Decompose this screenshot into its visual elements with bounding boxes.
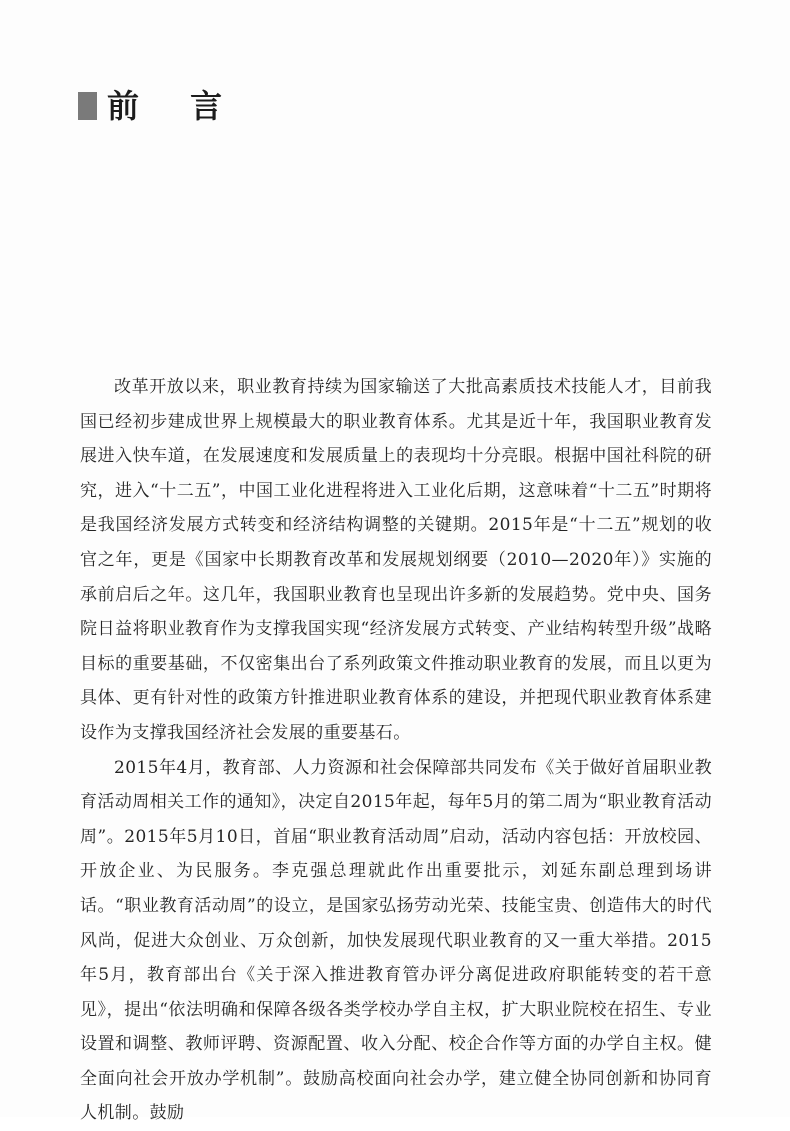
- section-heading: [78, 84, 242, 128]
- paragraph: 2015年4月，教育部、人力资源和社会保障部共同发布《关于做好首届职业教育活动周相关工作的通知》，决定自2015年起，每年5月的第二周为“职业教育活动周”。2015年5月10日，首届“职业教育活动周”启动，活动内容包括：开放校园、开放企业、为民服务。李克强总理就此作出重要批示，刘延东副总理到场讲话。“职业教育活动周”的设立，是国家弘扬劳动光荣、技能宝贵、创造伟大的时代风尚，促进大众创业、万众创新，加快发展现代职业教育的又一重大举措。2015年5月，教育部出台《关于深入推进教育管办评分离促进政府职能转变的若干意见》，提出“依法明确和保障各级各类学校办学自主权，扩大职业院校在招生、专业设置和调整、教师评聘、资源配置、收入分配、校企合作等方面的办学自主权。健全面向社会开放办学机制”。鼓励高校面向社会办学，建立健全协同创新和协同育人机制。鼓励: [80, 757, 712, 1124]
- heading-marker-block: [78, 92, 97, 120]
- page-title: 前 言: [107, 87, 243, 125]
- body-text: [80, 370, 712, 1131]
- paragraph: 改革开放以来，职业教育持续为国家输送了大批高素质技术技能人才，目前我国已经初步建成世界上规模最大的职业教育体系。尤其是近十年，我国职业教育发展进入快车道，在发展速度和发展质量上的表现均十分亮眼。根据中国社科院的研究，进入“十二五”，中国工业化进程将进入工业化后期，这意味着“十二五”时期将是我国经济发展方式转变和经济结构调整的关键期。2015年是“十二五”规划的收官之年，更是《国家中长期教育改革和发展规划纲要（2010—2020年）》实施的承前启后之年。这几年，我国职业教育也呈现出许多新的发展趋势。党中央、国务院日益将职业教育作为支撑我国实现“经济发展方式转变、产业结构转型升级”战略目标的重要基础，不仅密集出台了系列政策文件推动职业教育的发展，而且以更为具体、更有针对性的政策方针推进职业教育体系的建设，并把现代职业教育体系建设作为支撑我国经济社会发展的重要基石。: [80, 377, 712, 743]
